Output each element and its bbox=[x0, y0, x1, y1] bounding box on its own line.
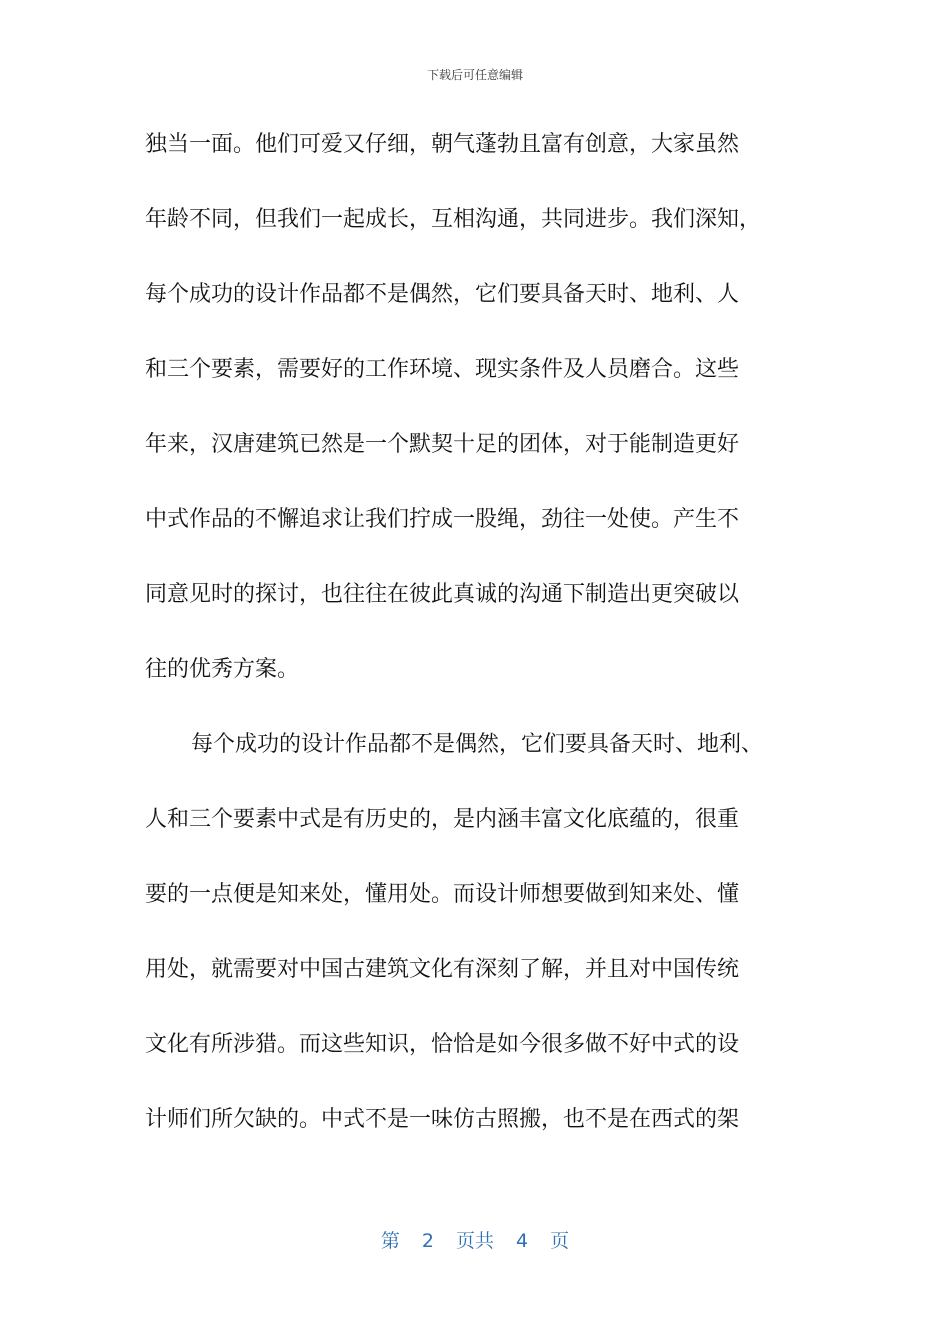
text-line: 年龄不同，但我们一起成长，互相沟通，共同进步。我们深知， bbox=[145, 207, 762, 232]
page-label-suffix: 页 bbox=[550, 1230, 570, 1252]
current-page-number: 2 bbox=[421, 1230, 434, 1252]
total-pages-number: 4 bbox=[516, 1230, 529, 1252]
text-line: 人和三个要素中式是有历史的，是内涵丰富文化底蕴的，很重 bbox=[145, 807, 740, 832]
paragraph-first-line: 每个成功的设计作品都不是偶然，它们要具备天时、地利、 bbox=[191, 732, 764, 757]
text-line: 中式作品的不懈追求让我们拧成一股绳，劲往一处使。产生不 bbox=[145, 507, 740, 532]
text-line: 用处，就需要对中国古建筑文化有深刻了解，并且对中国传统 bbox=[145, 957, 740, 982]
text-line: 和三个要素，需要好的工作环境、现实条件及人员磨合。这些 bbox=[145, 357, 740, 382]
text-line: 独当一面。他们可爱又仔细，朝气蓬勃且富有创意，大家虽然 bbox=[145, 132, 740, 157]
page-label-prefix: 第 bbox=[380, 1230, 400, 1252]
text-line: 每个成功的设计作品都不是偶然，它们要具备天时、地利、人 bbox=[145, 282, 740, 307]
text-line: 年来，汉唐建筑已然是一个默契十足的团体，对于能制造更好 bbox=[145, 432, 740, 457]
text-line: 要的一点便是知来处，懂用处。而设计师想要做到知来处、懂 bbox=[145, 882, 740, 907]
text-line: 计师们所欠缺的。中式不是一味仿古照搬，也不是在西式的架 bbox=[145, 1107, 740, 1132]
page-label-mid: 页共 bbox=[455, 1230, 494, 1252]
text-line: 往的优秀方案。 bbox=[145, 657, 300, 682]
page-number-footer bbox=[0, 1226, 950, 1253]
text-line: 同意见时的探讨，也往往在彼此真诚的沟通下制造出更突破以 bbox=[145, 582, 740, 607]
text-line: 文化有所涉猎。而这些知识，恰恰是如今很多做不好中式的设 bbox=[145, 1032, 740, 1057]
header-note: 下载后可任意编辑 bbox=[426, 68, 523, 82]
